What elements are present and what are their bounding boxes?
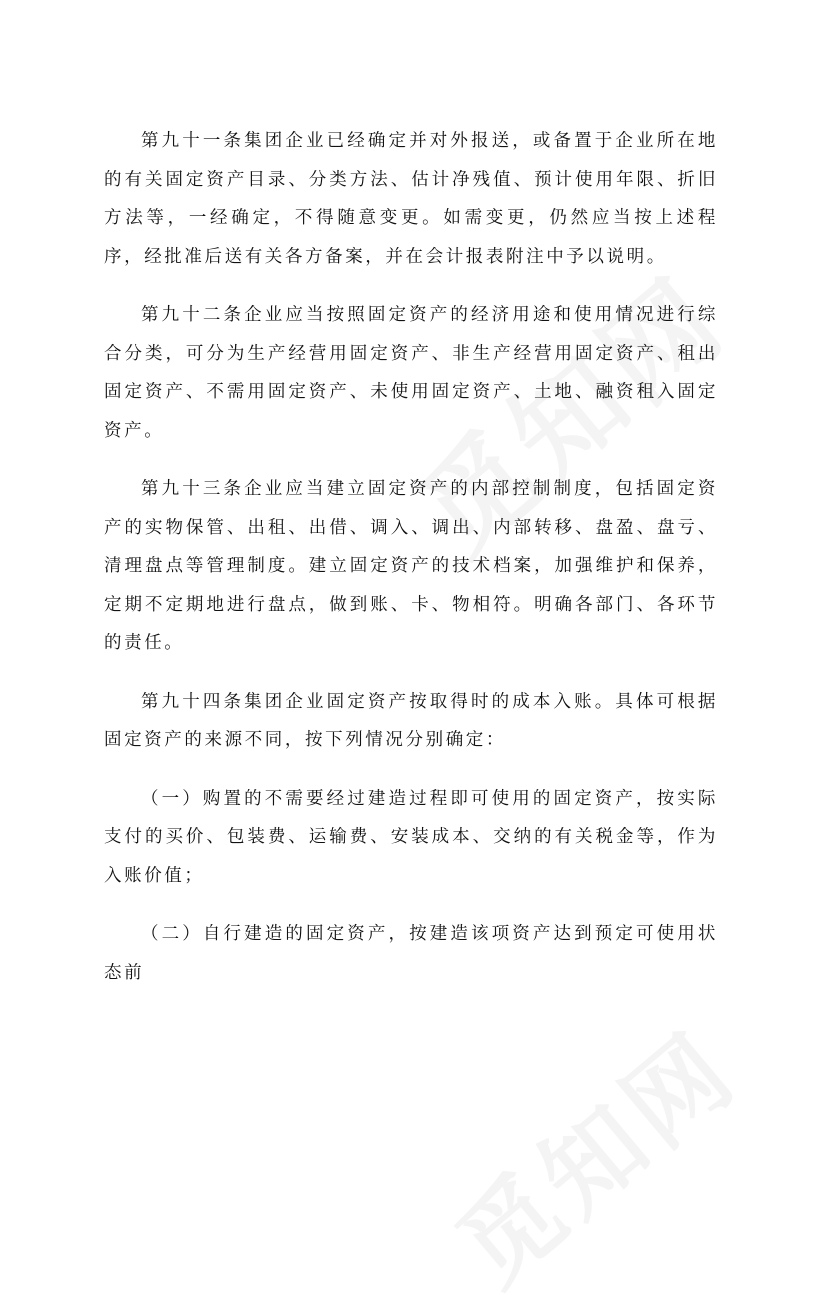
paragraph-item-2: （二）自行建造的固定资产，按建造该项资产达到预定可使用状态前: [104, 924, 718, 983]
paragraph-article-92: 第九十二条企业应当按照固定资产的经济用途和使用情况进行综合分类，可分为生产经营用固定资产、非生产经营用固定资产、租出固定资产、不需用固定资产、未使用固定资产、土地、融资租入固定资产。: [104, 305, 718, 441]
paragraph-article-91: 第九十一条集团企业已经确定并对外报送，或备置于企业所在地的有关固定资产目录、分类方法、估计净残值、预计使用年限、折旧方法等，一经确定，不得随意变更。如需变更，仍然应当按上述程序，经批准后送有关各方备案，并在会计报表附注中予以说明。: [104, 131, 718, 267]
paragraph-article-94: 第九十四条集团企业固定资产按取得时的成本入账。具体可根据固定资产的来源不同，按下列情况分别确定：: [104, 691, 718, 750]
paragraph-item-1: （一）购置的不需要经过建造过程即可使用的固定资产，按实际支付的买价、包装费、运输费、安装成本、交纳的有关税金等，作为入账价值；: [104, 788, 718, 886]
paragraph-article-93: 第九十三条企业应当建立固定资产的内部控制制度，包括固定资产的实物保管、出租、出借、调入、调出、内部转移、盘盈、盘亏、清理盘点等管理制度。建立固定资产的技术档案，加强维护和保养，定期不定期地进行盘点，做到账、卡、物相符。明确各部门、各环节的责任。: [104, 479, 718, 653]
document-body: [104, 122, 718, 992]
watermark: [422, 993, 763, 1311]
